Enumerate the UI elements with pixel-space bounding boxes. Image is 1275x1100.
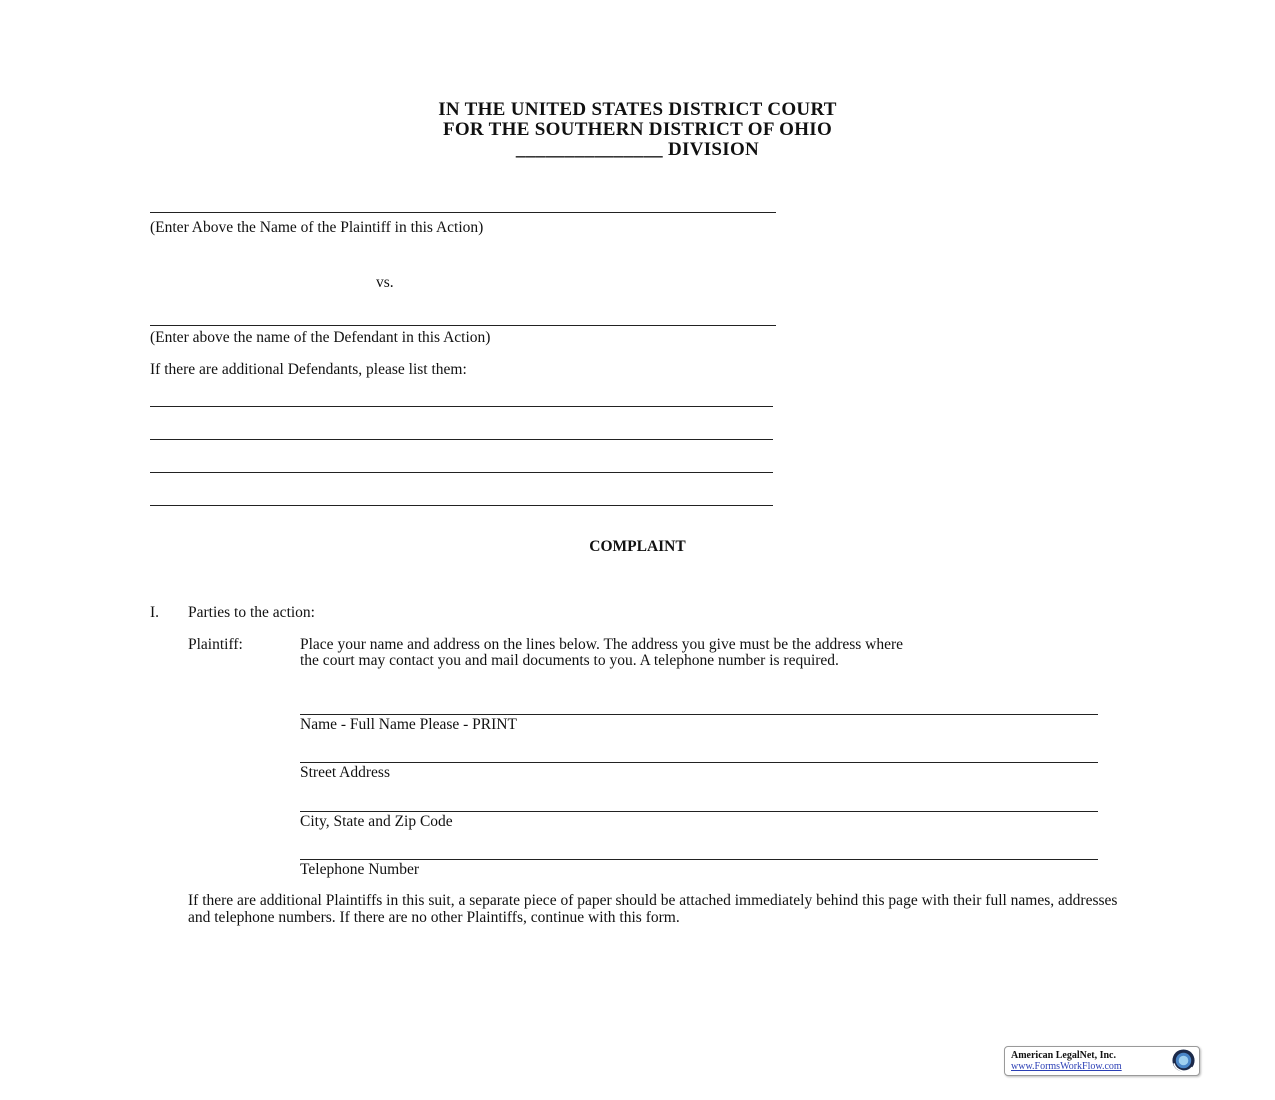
section-heading: Parties to the action: xyxy=(188,604,315,621)
telephone-field-label: Telephone Number xyxy=(300,861,419,878)
court-heading-line-1: IN THE UNITED STATES DISTRICT COURT xyxy=(438,99,837,120)
versus-label: vs. xyxy=(376,274,394,291)
badge-company-name: American LegalNet, Inc. xyxy=(1011,1050,1116,1061)
additional-defendant-line[interactable] xyxy=(150,406,773,407)
plaintiff-instructions-line-1: Place your name and address on the lines below. The address you give must be the address where xyxy=(300,636,904,653)
additional-defendants-prompt: If there are additional Defendants, please list them: xyxy=(150,361,467,378)
city-state-zip-field-label: City, State and Zip Code xyxy=(300,813,453,830)
document-title: COMPLAINT xyxy=(589,538,686,555)
plaintiff-name-field-label: Name - Full Name Please - PRINT xyxy=(300,716,517,733)
plaintiff-label: Plaintiff: xyxy=(188,636,243,653)
additional-defendant-line[interactable] xyxy=(150,472,773,473)
division-label: DIVISION xyxy=(667,139,760,160)
additional-plaintiffs-note: If there are additional Plaintiffs in this suit, a separate piece of paper should be attached immediately behind this page with their full names, addresses and telephone numbers. If there are no other Plaintiffs, continue with this form. xyxy=(188,892,1118,926)
section-number: I. xyxy=(150,604,160,621)
division-blank[interactable]: _______________ xyxy=(515,139,663,160)
telephone-input-line[interactable] xyxy=(300,859,1098,860)
globe-logo-icon xyxy=(1171,1048,1196,1073)
additional-defendant-line[interactable] xyxy=(150,505,773,506)
defendant-caption-label: (Enter above the name of the Defendant in this Action) xyxy=(150,329,491,346)
additional-defendant-line[interactable] xyxy=(150,439,773,440)
american-legalnet-badge[interactable] xyxy=(1004,1046,1200,1076)
plaintiff-name-input-line[interactable] xyxy=(300,714,1098,715)
plaintiff-instructions-line-2: the court may contact you and mail documents to you. A telephone number is required. xyxy=(300,652,839,669)
badge-url-link[interactable]: www.FormsWorkFlow.com xyxy=(1011,1061,1122,1072)
court-heading-line-3 xyxy=(0,139,1275,161)
street-address-field-label: Street Address xyxy=(300,764,390,781)
plaintiff-name-line[interactable] xyxy=(150,212,776,213)
plaintiff-caption-label: (Enter Above the Name of the Plaintiff in this Action) xyxy=(150,219,484,236)
street-address-input-line[interactable] xyxy=(300,762,1098,763)
court-heading-line-2: FOR THE SOUTHERN DISTRICT OF OHIO xyxy=(442,119,833,140)
defendant-name-line[interactable] xyxy=(150,325,776,326)
city-state-zip-input-line[interactable] xyxy=(300,811,1098,812)
